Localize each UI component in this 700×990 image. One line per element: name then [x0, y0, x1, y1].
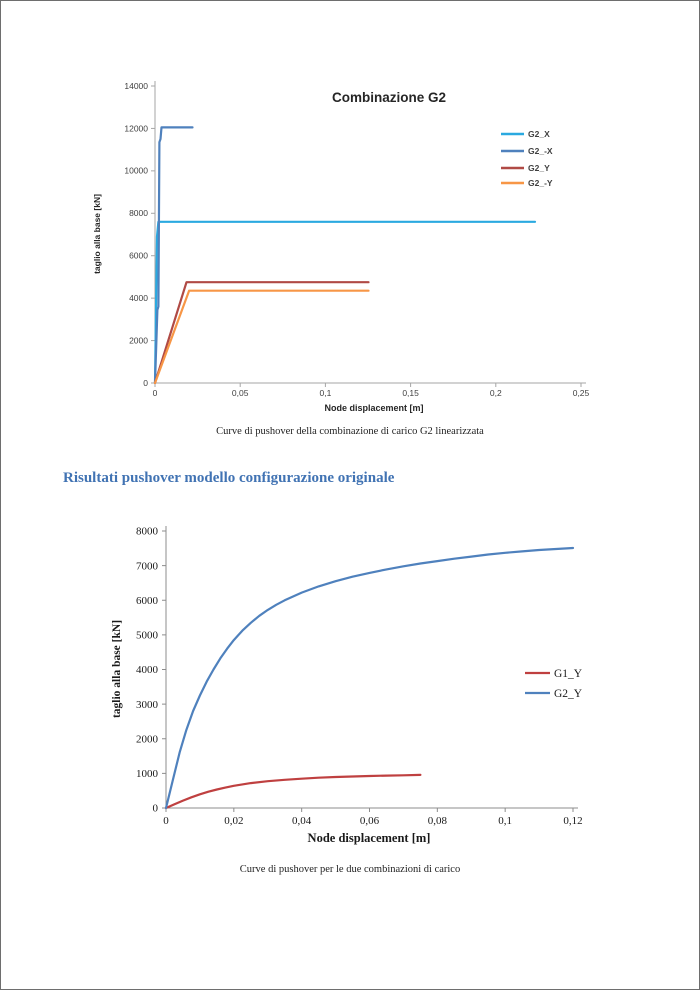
y-tick-label: 14000	[124, 80, 148, 91]
y-tick-label: 5000	[136, 629, 158, 642]
figure-caption-top: Curve di pushover della combinazione di carico G2 linearizzata	[216, 426, 484, 437]
legend-item-G1_Y	[525, 668, 583, 680]
y-axis-title: taglio alla base [kN]	[92, 194, 102, 274]
y-tick-label: 8000	[129, 208, 148, 219]
y-tick-label: 4000	[129, 293, 148, 304]
x-tick-label: 0,02	[224, 815, 244, 827]
x-tick-label: 0	[152, 388, 158, 398]
legend-label: G1_Y	[554, 667, 583, 680]
series-line-G2_Y	[166, 548, 573, 808]
legend-label: G2_Y	[528, 162, 550, 173]
x-axis-title: Node displacement [m]	[307, 831, 431, 845]
y-tick-label: 0	[152, 802, 158, 815]
y-tick-label: 2000	[129, 335, 148, 346]
y-tick-label: 4000	[136, 664, 158, 677]
x-tick-label: 0,15	[402, 388, 419, 398]
x-tick-label: 0,04	[292, 815, 312, 827]
figure-caption-bottom: Curve di pushover per le due combinazioni di carico	[239, 864, 461, 875]
legend-item-G2_-Y	[501, 178, 553, 188]
legend-label: G2_-X	[528, 145, 553, 156]
legend-item-G2_-X	[501, 146, 553, 156]
x-tick-label: 0,12	[563, 815, 583, 827]
y-axis-title: taglio alla base [kN]	[111, 619, 123, 719]
y-tick-label: 8000	[136, 525, 158, 538]
x-tick-label: 0,1	[319, 388, 332, 398]
x-tick-label: 0,25	[572, 388, 590, 398]
x-tick-label: 0,08	[427, 815, 447, 827]
y-tick-label: 3000	[136, 698, 158, 711]
chart-title: Combinazione G2	[331, 90, 447, 105]
y-tick-label: 6000	[136, 594, 158, 607]
x-tick-label: 0,1	[498, 815, 513, 827]
series-line-G2_-Y	[155, 291, 369, 383]
section-heading: Risultati pushover modello configurazione originale	[63, 470, 395, 486]
legend-item-G2_Y	[501, 163, 550, 173]
combinazione-g2-chart	[92, 81, 590, 413]
x-tick-label: 0,05	[231, 388, 249, 398]
legend-label: G2_Y	[554, 687, 583, 700]
legend-item-G2_Y	[525, 688, 583, 700]
legend-label: G2_X	[528, 128, 550, 139]
y-tick-label: 12000	[124, 123, 148, 134]
x-tick-label: 0,06	[359, 815, 380, 827]
pushover-comparison-chart	[111, 526, 583, 845]
series-line-G2_-X	[155, 127, 193, 383]
x-axis-title: Node displacement [m]	[324, 403, 424, 413]
y-tick-label: 10000	[124, 165, 148, 176]
y-tick-label: 1000	[136, 768, 158, 781]
series-line-G2_X	[155, 222, 535, 383]
x-tick-label: 0	[163, 815, 169, 827]
y-tick-label: 7000	[136, 560, 158, 573]
y-tick-label: 6000	[129, 250, 148, 261]
y-tick-label: 0	[143, 377, 148, 388]
legend-item-G2_X	[501, 129, 550, 139]
series-line-G1_Y	[166, 775, 420, 808]
x-tick-label: 0,2	[489, 388, 502, 398]
y-tick-label: 2000	[136, 733, 158, 746]
legend-label: G2_-Y	[528, 177, 553, 188]
charts-layer	[1, 1, 700, 990]
